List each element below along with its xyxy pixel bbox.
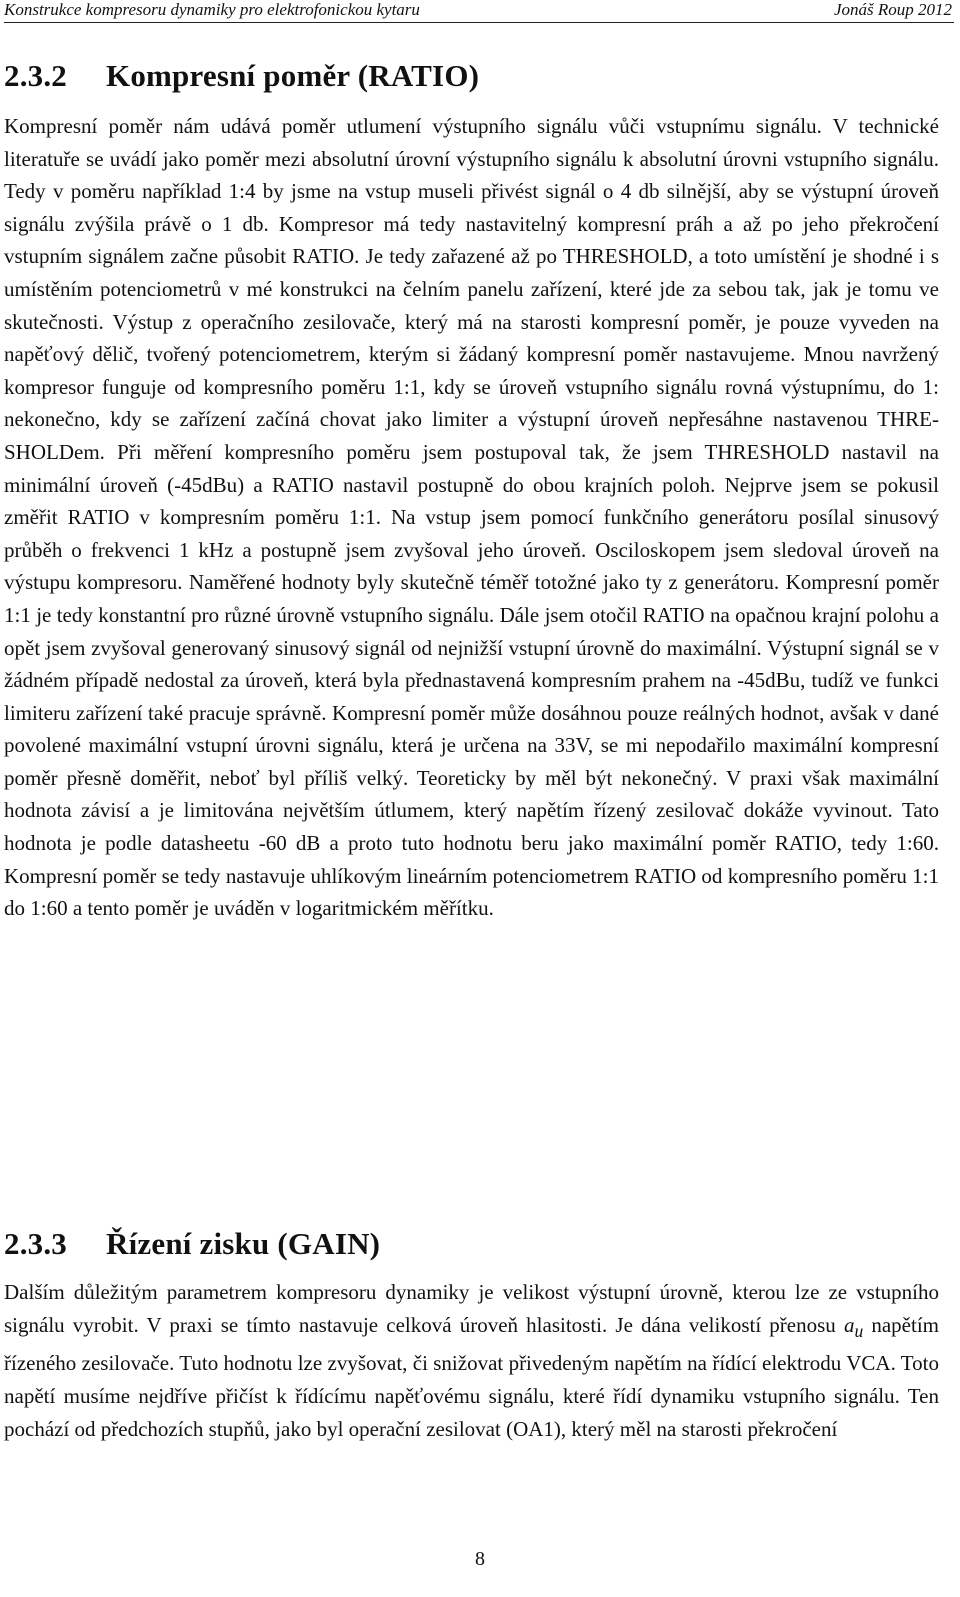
section-number: 2.3.3	[4, 1226, 67, 1261]
ratio-paragraph: Kompresní poměr nám udává poměr utlumení výstupního signálu vůči vstupnímu signálu. V technické literatuře se uvádí jako poměr mezi absolutní úrovní výstupního signálu k absolutní úrovni vstupního signálu. Tedy v poměru například 1:4 by jsme na vstup museli přivést signál o 4 db silnější, aby se výstupní úroveň signálu zvýšila právě o 1 db. Kompresor má tedy nastavitelný kompresní práh a až po jeho překročení vstupním signálem začne působit RATIO. Je tedy zařazené až po THRESHOLD, a toto umístění je shodné i s umístěním potenciometrů v mé konstrukci na čelním panelu zařízení, které jde za sebou tak, jak je tomu ve skutečnosti. Výstup z operačního zesilovače, který má na starosti kompresní poměr, je pouze vyveden na napěťový dělič, tvořený potenciometrem, kterým si žádaný kompresní poměr nastavujeme. Mnou navržený kompresor funguje od kompresního poměru 1:1, kdy se úroveň vstupního signálu rovná výstupnímu, do 1: nekonečno, kdy se zařízení začíná chovat jako limiter a výstupní úroveň nepřesáhne nastavenou THRESHOLDem. Při měření kompresního poměru jsem postupoval tak, že jsem THRESHOLD nastavil na minimální úroveň (-45dBu) a RATIO nastavil postupně do obou krajních poloh. Nejprve jsem se pokusil změřit RATIO v kompresním poměru 1:1. Na vstup jsem pomocí funkčního generátoru posílal sinusový průběh o frekvenci 1 kHz a postupně jsem zvyšoval jeho úroveň. Osciloskopem jsem sledoval úroveň na výstupu kompresoru. Naměřené hodnoty byly skutečně téměř totožné jako ty z generátoru. Kompresní poměr 1:1 je tedy konstantní pro různé úrovně vstupního signálu. Dále jsem otočil RATIO na opačnou krajní polohu a opět jsem zvyšoval generovaný sinusový signál od nejnižší vstupní úrovně do maximální. Výstupní signál se v žádném případě nedostal za úroveň, která byla přednastavená kompresním prahem na -45dBu, tudíž ve funkci limiteru zařízení také pracuje správně. Kompresní poměr může dosáhnou pouze reálných hodnot, avšak v dané povolené maximální vstupní úrovni signálu, která je určena na 33V, se mi nepodařilo maximální kompresní poměr přesně doměřit, neboť byl příliš velký. Teoreticky by měl být nekonečný. V praxi však maximální hodnota závisí a je limitována největším útlumem, který napětím řízený zesilovač dokáže vyvinout. Tato hodnota je podle datasheetu -60 dB a proto tuto hodnotu beru jako maximální poměr RATIO, tedy 1:60. Kompresní poměr se tedy nastavuje uhlíkovým lineárním potenciometrem RATIO od kompresního poměru 1:1 do 1:60 a tento poměr je uváděn v logaritmickém měřítku.	[4, 114, 939, 921]
header-title: Konstrukce kompresoru dynamiky pro elektrofonickou kytaru	[4, 0, 420, 19]
section-heading-ratio	[4, 58, 479, 94]
gain-paragraph	[4, 1276, 939, 1445]
section-number: 2.3.2	[4, 58, 67, 93]
page-number: 8	[475, 1548, 485, 1570]
section-title: Řízení zisku (GAIN)	[106, 1226, 381, 1261]
section-title: Kompresní poměr (RATIO)	[106, 58, 480, 93]
symbol-subscript: u	[854, 1320, 864, 1341]
header-author: Jonáš Roup 2012	[833, 0, 952, 19]
header-rule	[4, 22, 954, 23]
gain-text-before: Dalším důležitým parametrem kompresoru dynamiky je velikost výstupní úrovně, kterou lze ze vstupního signálu vyrobit. V praxi se tímto nastavuje celková úroveň hlasitosti. Je dána velikostí přenosu	[4, 1280, 939, 1337]
gain-text-after: napětím řízeného zesilovače. Tuto hodnotu lze zvyšovat, či snižovat přivedeným napětím na řídící elektrodu VCA. Toto napětí musíme nejdříve přičíst k řídícímu napěťovému signálu, které řídí dynamiku vstupního signálu. Ten pochází od předchozích stupňů, jako byl operační zesilovat (OA1), který měl na starosti překročení	[4, 1312, 939, 1441]
transfer-symbol	[843, 1312, 864, 1341]
section-heading-gain	[4, 1226, 380, 1262]
symbol-base: a	[843, 1312, 855, 1337]
